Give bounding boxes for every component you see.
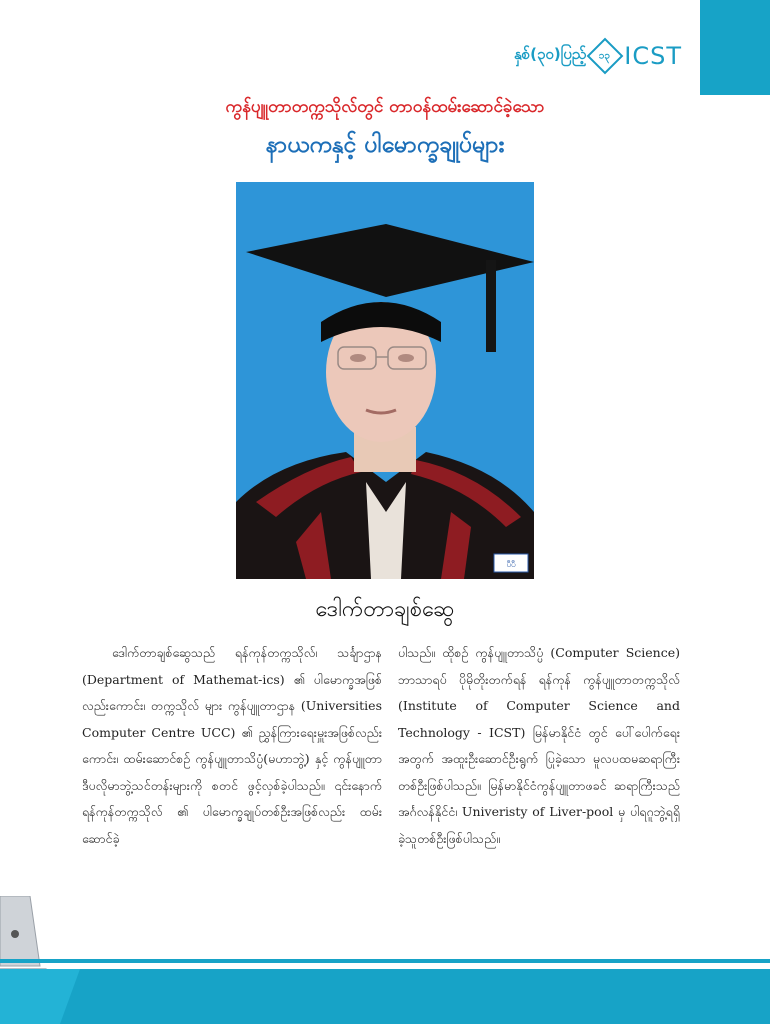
article-column-right: ပါသည်။ ထိုစဉ် ကွန်ပျူတာသိပ္ပံ (Computer Science) ဘာသာရပ် ပိုမိုတိုးတက်ရန် ရန်ကုန် ကွန်ပျူတာတက္ကသိုလ် (Institute of Computer Science and Technology - ICST) မြန်မာနိုင်ငံ တွင် ပေါ်ပေါက်ရေးအတွက် အထူးဦးဆောင်ဦးရွက် ပြုခဲ့သော မူလပထမဆရာကြီးတစ်ဦးဖြစ်ပါသည်။ မြန်မာနိုင်ငံကွန်ပျူတာဖခင် ဆရာကြီးသည် အင်္ဂလန်နိုင်ငံ၊ Univeristy of Liver-pool မှ ပါရဂူဘွဲ့ရရှိခဲ့သူတစ်ဦးဖြစ်ပါသည်။ [398, 645, 680, 846]
headline-line-2: နာယကနှင့် ပါမောက္ခချုပ်များ [265, 132, 505, 158]
graduate-portrait-illustration [236, 182, 534, 579]
anniversary-text: နှစ်(၃၀)ပြည့် [513, 45, 587, 63]
page-number-badge [587, 38, 624, 75]
corner-accent-block [700, 0, 770, 95]
article-column-left: ဒေါက်တာချစ်ဆွေသည် ရန်ကုန်တက္ကသိုလ်၊ သင်္ချာဌာန (Department of Mathemat-ics) ၏ ပါမောက္ခအဖြစ်လည်းကောင်း၊ တက္ကသိုလ် များ ကွန်ပျူတာဌာန (Universities Computer Centre UCC) ၏ ညွှန်ကြားရေးမှူးအဖြစ်လည်း ကောင်း၊ ထမ်းဆောင်စဉ် ကွန်ပျူတာသိပ္ပံ(မဟာဘွဲ့) နှင့် ကွန်ပျူတာဒီပလိုမာဘွဲ့သင်တန်းများကို စတင် ဖွင့်လှစ်ခဲ့ပါသည်။ ၎င်းနောက် ရန်ကုန်တက္ကသိုလ် ၏ ပါမောက္ခချုပ်တစ်ဦးအဖြစ်လည်း ထမ်းဆောင်ခဲ့ [82, 645, 382, 846]
headline-line-1: ကွန်ပျူတာတက္ကသိုလ်တွင် တာဝန်ထမ်းဆောင်ခဲ့သော [225, 97, 545, 117]
portrait-photo [236, 182, 534, 579]
header-brand [514, 40, 682, 72]
photo-studio-stamp: ပီပီ [506, 560, 516, 569]
footer-decoration [0, 944, 770, 1024]
person-name: ဒေါက်တာချစ်ဆွေ [315, 597, 455, 622]
page-number: ၁၃ [599, 50, 611, 62]
icst-logo: ICST [624, 42, 682, 70]
